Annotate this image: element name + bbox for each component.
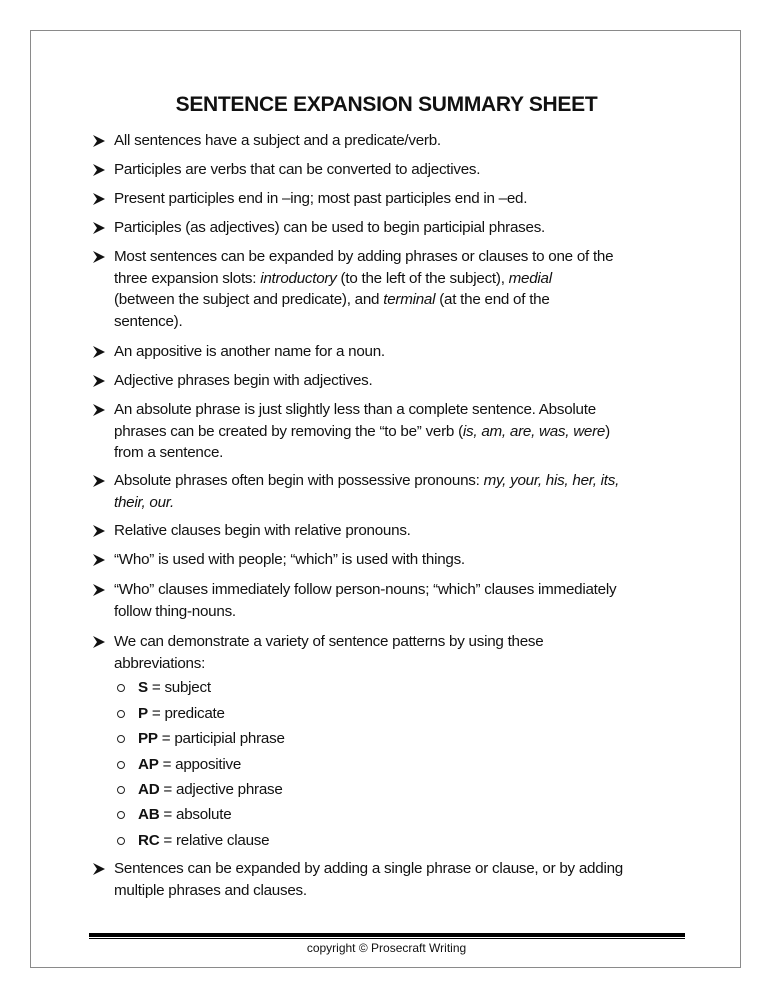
circle-bullet-icon [117,837,125,845]
italic-term: medial [508,269,552,287]
list-item-text: “Who” is used with people; “which” is used with things. [114,551,465,568]
circle-bullet-icon [117,761,125,769]
arrow-bullet-icon [92,159,108,180]
list-item-text: “Who” clauses immediately follow person-nouns; “which” clauses immediately follow thing-nouns. [114,581,617,620]
arrow-bullet-icon [92,217,108,238]
page-title: SENTENCE EXPANSION SUMMARY SHEET [175,93,598,116]
abbreviation: RC [138,832,160,849]
arrow-bullet-icon [92,470,108,491]
copyright-notice: copyright © Prosecraft Writing [306,941,467,955]
arrow-bullet-icon [92,858,108,879]
abbreviation-meaning: = absolute [159,806,232,823]
abbreviation: S [138,679,148,696]
arrow-bullet-icon [92,370,108,391]
list-item-text: Participles are verbs that can be converted to adjectives. [114,161,481,178]
italic-term: their, our. [114,493,175,511]
abbreviation-meaning: = subject [147,679,211,696]
arrow-bullet-icon [92,579,108,600]
circle-bullet-icon [117,786,125,794]
abbreviation: PP [138,730,158,747]
list-item-text: Absolute phrases often begin with possessive pronouns: my, your, his, her, its, their, our. [114,472,620,511]
arrow-bullet-icon [92,188,108,209]
footer-rule-thin [89,938,685,939]
abbreviation-meaning: = appositive [158,756,242,773]
circle-bullet-icon [117,710,125,718]
footer-rule [89,933,685,937]
list-item-text: All sentences have a subject and a predicate/verb. [114,132,441,149]
abbreviation: AD [138,781,160,798]
italic-term: my, your, his, her, its, [483,472,620,489]
list-item-text: Most sentences can be expanded by adding phrases or clauses to one of the three expansion slots: introductory (to the left of the subject), medial (between the subject and predicate), and terminal (at the end of the sentence). [114,248,614,330]
abbreviation: P [138,705,148,722]
abbreviation-meaning: = adjective phrase [159,781,283,798]
abbreviation-meaning: = relative clause [159,832,270,849]
list-item-text: An appositive is another name for a noun. [114,343,385,360]
arrow-bullet-icon [92,399,108,420]
arrow-bullet-icon [92,520,108,541]
arrow-bullet-icon [92,130,108,151]
arrow-bullet-icon [92,631,108,652]
circle-bullet-icon [117,684,125,692]
list-item-text: An absolute phrase is just slightly less than a complete sentence. Absolute phrases can be created by removing the “to be” verb (is, am, are, was, were) from a sentence. [114,401,610,461]
italic-term: introductory [260,269,337,287]
abbreviation-meaning: = participial phrase [157,730,285,747]
arrow-bullet-icon [92,246,108,267]
list-item-text: We can demonstrate a variety of sentence patterns by using these abbreviations: [114,633,544,672]
abbreviation: AP [138,756,159,773]
italic-term: terminal [383,291,436,308]
list-item-text: Participles (as adjectives) can be used to begin participial phrases. [114,219,546,236]
abbreviation-meaning: = predicate [147,705,225,722]
abbreviation: AB [138,806,160,823]
circle-bullet-icon [117,735,125,743]
list-item-text: Sentences can be expanded by adding a single phrase or clause, or by adding multiple phrases and clauses. [114,860,623,899]
circle-bullet-icon [117,811,125,819]
list-item-text: Adjective phrases begin with adjectives. [114,372,373,389]
list-item-text: Present participles end in –ing; most past participles end in –ed. [114,190,528,207]
italic-term: is, am, are, was, were [462,422,606,440]
arrow-bullet-icon [92,549,108,570]
arrow-bullet-icon [92,341,108,362]
list-item-text: Relative clauses begin with relative pronouns. [114,522,411,539]
